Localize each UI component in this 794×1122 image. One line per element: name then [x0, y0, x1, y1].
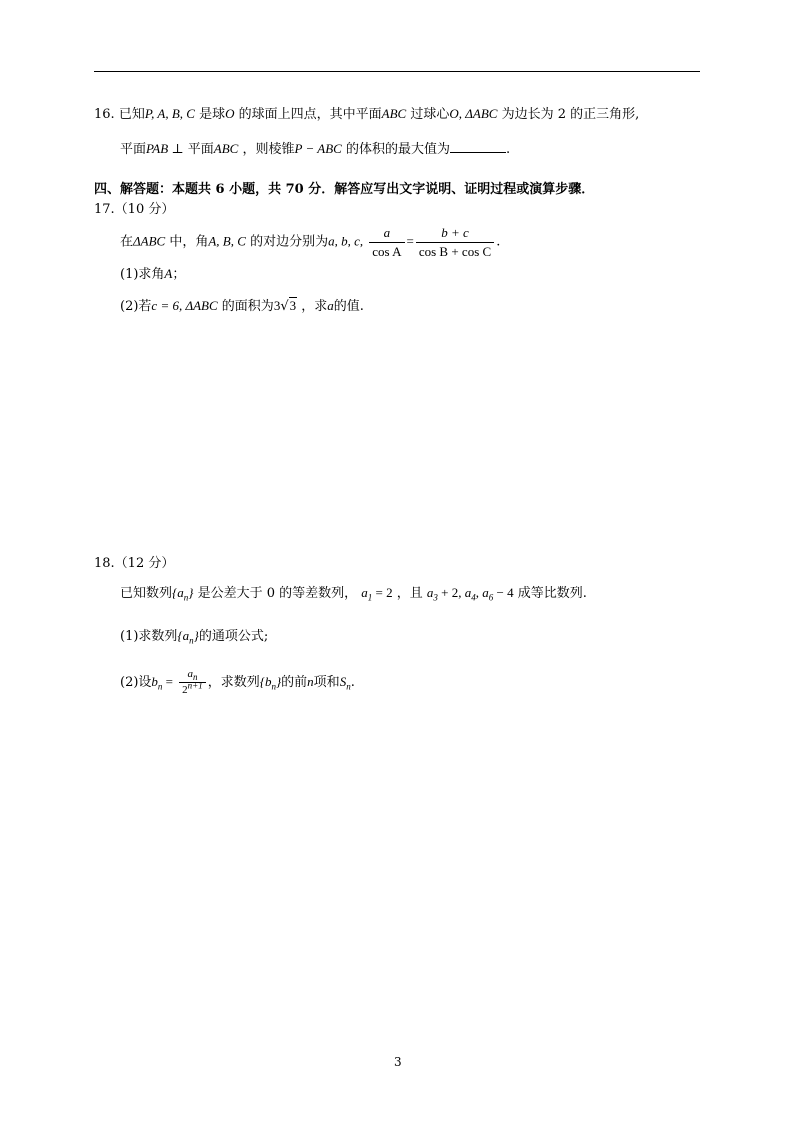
- q16-text: 是球: [199, 107, 226, 122]
- q16-math: P, A, B, C: [144, 106, 195, 121]
- answer-blank: [450, 140, 506, 153]
- q16-text: .: [505, 142, 511, 157]
- section-heading: 四、解答题：本题共 6 小题，共 70 分．解答应写出文字说明、证明过程或演算步骤．: [94, 182, 595, 197]
- q17-text: ；: [172, 267, 186, 282]
- q18-part-2: [120, 668, 355, 697]
- q17-text: (1)求角: [120, 267, 165, 282]
- q16-math: ABC: [381, 106, 407, 121]
- q16-text: 的球面上四点，其中平面: [238, 107, 382, 122]
- q18-text: 成等比数列.: [517, 586, 587, 601]
- sqrt-symbol: √3: [280, 298, 297, 314]
- q17-text: 的面积为: [221, 299, 274, 314]
- q16-text: 平面: [187, 142, 214, 157]
- q18-text: ，且: [396, 586, 423, 601]
- q18-math: $\{a_n\}$: [172, 585, 194, 603]
- q18-text: 的通项公式;: [198, 629, 269, 644]
- q17-text: .: [496, 234, 501, 250]
- q17-math: A, B, C: [208, 233, 246, 249]
- q17-text: 的对边分别为: [250, 234, 329, 250]
- q16-text: 平面: [120, 142, 147, 157]
- q17-math: A: [164, 266, 173, 281]
- q18-math: $\{b_n\}$: [259, 674, 282, 692]
- fraction-a-over-cosA: $\frac{a}{\text{cos A}}$: [369, 225, 404, 259]
- q17-text: 的值.: [333, 299, 364, 314]
- q16-line-1: [94, 106, 639, 123]
- q18-text: 项和: [313, 675, 340, 691]
- equals-sign: =: [406, 233, 414, 249]
- q17-text: ，求: [301, 299, 328, 314]
- q18-text: (2)设: [120, 675, 152, 691]
- q16-math: P − ABC: [294, 141, 342, 156]
- q18-part-1: [120, 628, 268, 645]
- q16-math: O, ΔABC: [449, 106, 498, 121]
- q16-text: 为边长为 2 的正三角形,: [501, 107, 640, 122]
- q16-text: 的体积的最大值为: [345, 142, 450, 157]
- fraction-an-over-2n1: $\frac{a_n}{2^{n+1}}$: [179, 668, 206, 697]
- q17-text: 中，角: [169, 234, 209, 250]
- q16-math: ABC: [213, 141, 239, 156]
- q16-number: 16.: [94, 107, 115, 122]
- page-number: 3: [394, 1055, 402, 1069]
- q17-stem: [120, 225, 500, 259]
- q18-text: 是公差大于 0 的等差数列，: [197, 586, 358, 601]
- q17-math: a: [327, 298, 334, 313]
- q18-math: $S_n$: [339, 674, 351, 692]
- q18-math: n: [307, 674, 314, 690]
- q16-text: 已知: [118, 107, 145, 122]
- q18-math: $a_3 + 2$, $a_4$, $a_6 - 4$: [426, 585, 514, 603]
- q18-text: 已知数列: [120, 586, 173, 601]
- q16-line-2: [120, 140, 510, 158]
- q17-part-2: [120, 298, 364, 315]
- q18-text: ，求数列: [207, 675, 260, 691]
- q16-text: 过球心: [410, 107, 450, 122]
- q17-part-1: [120, 266, 185, 283]
- q18-number: 18.（12 分）: [94, 556, 175, 571]
- q17-text: 在: [120, 234, 134, 250]
- q17-math: a, b, c,: [328, 233, 364, 249]
- header-rule: [94, 71, 700, 72]
- q17-number: 17.（10 分）: [94, 202, 175, 217]
- q18-text: 的前: [281, 675, 308, 691]
- q18-text: .: [350, 675, 355, 691]
- q16-math: PAB ⊥: [146, 141, 184, 156]
- q18-math: $a_1 = 2$: [361, 585, 393, 603]
- q17-math: 3: [273, 298, 281, 313]
- q16-math: O: [225, 106, 235, 121]
- q18-math: $b_n$ =: [151, 674, 174, 692]
- q17-text: (2)若: [120, 299, 152, 314]
- q17-math: ΔABC: [133, 233, 166, 249]
- q17-math: c = 6, ΔABC: [151, 298, 218, 313]
- q18-stem: [120, 585, 587, 602]
- fraction-bc-over-cos: $\frac{b + c}{\text{cos B + cos C}}$: [416, 225, 494, 259]
- q18-math: $\{a_n\}$: [177, 628, 199, 646]
- q16-text: ，则棱锥: [242, 142, 295, 157]
- q18-text: (1)求数列: [120, 629, 178, 644]
